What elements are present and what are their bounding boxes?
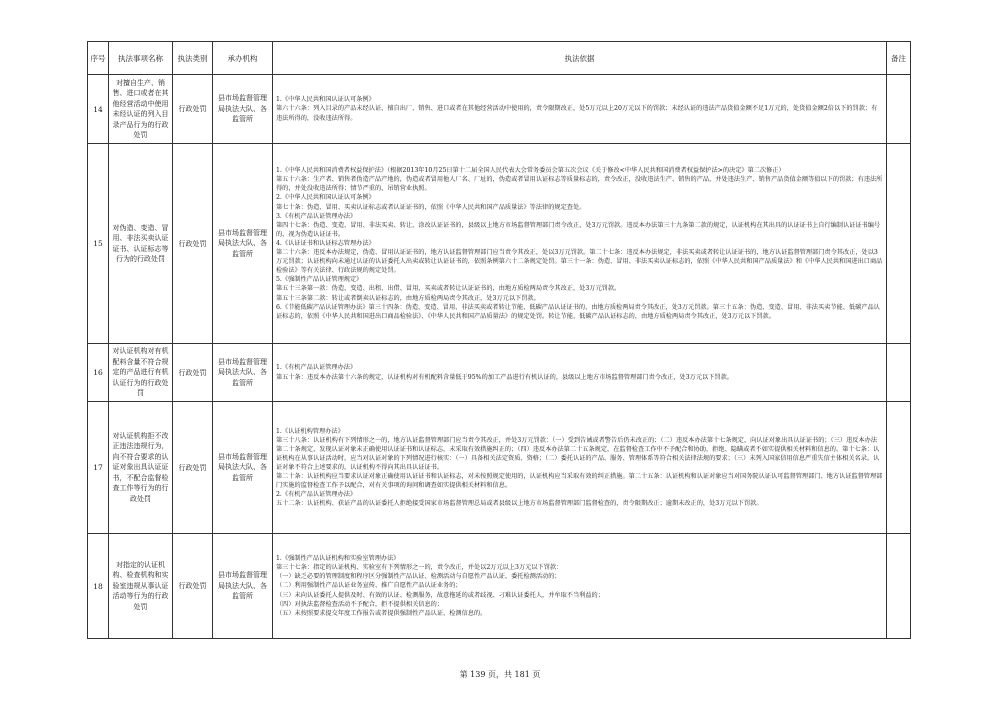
header-note: 备注 (887, 42, 911, 75)
page-number: 第 139 页，共 181 页 (459, 670, 541, 679)
legal-basis (273, 144, 887, 344)
enforcement-table (87, 41, 911, 639)
legal-basis-line: （四）对执法监督检查活动不予配合，拒不提供相关信息的； (276, 600, 444, 608)
legal-basis-line: 1.《中华人民共和国消费者权益保护法》（根据2013年10月25日第十二届全国人民代表大会常务委员会第五次会议《关于修改<中华人民共和国消费者权益保护法>的决定》第二次修正） (276, 167, 785, 175)
header-basis: 执法依据 (273, 42, 887, 75)
legal-basis-line: 1.《强制性产品认证机构和实验室管理办法》 (276, 555, 400, 563)
enforcement-item-name: 对伪造、变造、冒用、非法买卖认证证书、认证标志等行为的行政处罚 (109, 144, 173, 344)
enforcement-category: 行政处罚 (173, 144, 213, 344)
note-cell (887, 144, 911, 344)
handling-organization: 县市场监督管理局执法大队、各监管所 (213, 144, 273, 344)
legal-basis-line: 第六十六条：列入目录的产品未经认证，擅自出厂、销售、进口或者在其他经营活动中使用的，责令限期改正，处5万元以上20万元以下的罚款；未经认证的违法产品货值金额不足1万元的，处货值金额2倍以下的罚款；有违法所得的，没收违法所得。 (276, 105, 878, 122)
table-row (88, 144, 911, 344)
row-number: 16 (88, 344, 109, 402)
header-org: 承办机构 (213, 42, 273, 75)
header-category: 执法类别 (173, 42, 213, 75)
legal-basis-line: （三）未向认证委托人提供及时、有效的认证、检测服务，故意拖延的或者歧视、刁难认证委托人，并牟取不当利益的； (276, 591, 604, 599)
header-item: 执法事项名称 (109, 42, 173, 75)
handling-organization: 县市场监督管理局执法大队、各监管所 (213, 75, 273, 144)
handling-organization: 县市场监督管理局执法大队、各监管所 (213, 534, 273, 639)
legal-basis (273, 75, 887, 144)
legal-basis-line: （二）利用强制性产品认证业务宣传、推广自愿性产品认证业务的； (276, 582, 462, 590)
table-row (88, 534, 911, 639)
table-row (88, 344, 911, 402)
note-cell (887, 75, 911, 144)
legal-basis-line: 第五十六条：生产者、销售者伪造产品产地的，伪造或者冒用他人厂名、厂址的，伪造或者冒用认证标志等质量标志的，责令改正，没收违法生产、销售的产品，并处违法生产、销售产品货值金额等值以下的罚款；有违法所得的，并处没收违法所得；情节严重的，吊销营业执照。 (276, 176, 883, 193)
row-number: 18 (88, 534, 109, 639)
table-row (88, 75, 911, 144)
legal-basis-line: 第三十八条：认证机构有下列情形之一的，地方认证监督管理部门应当责令其改正，并处3万元罚款：（一）受到告诫或者警告后仍未改正的；（二）违反本办法第十七条规定，向认证对象出具认证证书的；（三）违反本办法第二十条规定，发现认证对象未正确使用认证证书和认证标志，未采取有效措施纠正的；（四）违反本办法第二十五条规定，在监督检查工作中不予配合和协助，拒绝、隐瞒或者不如实提供相关材料和信息的。第十七条：认证机构在从事认证活动时，应当对认证对象的下列情况进行核实：（一）具备相关法定资质、资格；（二）委托认证的产品、服务、管理体系等符合相关法律法规的要求；（三）未列入国家信用信息严重失信主体相关名录。认证对象不符合上述要求的，认证机构不得向其出具认证证书。 (276, 436, 880, 471)
note-cell (887, 344, 911, 402)
handling-organization: 县市场监督管理局执法大队、各监管所 (213, 402, 273, 534)
legal-basis-line: 2.《中华人民共和国认证认可条例》 (276, 194, 375, 202)
legal-basis (273, 402, 887, 534)
row-number: 14 (88, 75, 109, 144)
handling-organization: 县市场监督管理局执法大队、各监管所 (213, 344, 273, 402)
header-no: 序号 (88, 42, 109, 75)
legal-basis (273, 344, 887, 402)
legal-basis-line: 第五十三条第二款：转让或者倒卖认证标志的，由地方质检两局责令其改正，处3万元以下罚款。 (276, 294, 540, 302)
legal-basis-line: 1.《中华人民共和国认证认可条例》 (276, 96, 375, 104)
legal-basis (273, 534, 887, 639)
legal-basis-line: （一）缺乏必要的管理制度和程序区分强制性产品认证、检测活动与自愿性产品认证、委托检测活动的； (276, 573, 561, 581)
enforcement-category: 行政处罚 (173, 344, 213, 402)
legal-basis-line: 第二十六条：违反本办法规定，伪造、冒用认证证书的，地方认证监督管理部门应当责令其改正，处以3万元罚款。第二十七条：违反本办法规定，非法买卖或者转让认证证书的，地方认证监督管理部门责令其改正，处以3万元罚款；认证机构向未通过认证的认证委托人出卖或转让认证证书的，依照条例第六十二条规定处罚。第三十一条：伪造、冒用、非法买卖认证标志的，依照《中华人民共和国产品质量法》和《中华人民共和国进出口商品检验法》等有关法律、行政法规的规定处罚。 (276, 249, 883, 275)
enforcement-item-name: 对指定的认证机构、检查机构和实验室违规从事认证活动等行为的行政处罚 (109, 534, 173, 639)
legal-basis-line: 3.《有机产品认证管理办法》 (276, 212, 357, 220)
table-header-row (88, 42, 911, 75)
legal-basis-line: 6.《节能低碳产品认证管理办法》第三十四条：伪造、变造、冒用、非法买卖或者转让节能、低碳产品认证证书的，由地方质检两局责令其改正，处3万元罚款。第三十五条：伪造、变造、冒用、非法买卖节能、低碳产品认证标志的，依照《中华人民共和国进出口商品检验法》、《中华人民共和国产品质量法》的规定处罚。转让节能、低碳产品认证标志的，由地方质检两局责令其改正，处3万元以下罚款。 (276, 303, 880, 320)
legal-basis-line: 5.《强制性产品认证管理规定》 (276, 276, 363, 284)
legal-basis-line: 第五十三条第一款：伪造、变造、出租、出借、冒用、买卖或者转让认证证书的，由地方质检两局责令其改正，处3万元罚款。 (276, 285, 621, 293)
legal-basis-line: 2.《有机产品认证管理办法》 (276, 491, 357, 499)
enforcement-item-name: 对擅自生产、销售、进口或者在其他经营活动中使用未经认证的列入目录产品行为的行政处罚 (109, 75, 173, 144)
legal-basis-line: 4.《认证证书和认证标志管理办法》 (276, 239, 375, 247)
enforcement-category: 行政处罚 (173, 534, 213, 639)
legal-basis-line: （五）未按照要求提交年度工作报告或者提供强制性产品认证、检测信息的。 (276, 609, 487, 617)
legal-basis-line: 1.《有机产品认证管理办法》 (276, 364, 357, 372)
legal-basis-line: 第二十条：认证机构应当要求认证对象正确使用认证证书和认证标志，对未按照规定使用的，认证机构应当采取有效的纠正措施。第二十五条：认证机构和认证对象应当对国务院认证认可监督管理部门、地方认证监督管理部门实施的监督检查工作予以配合，对有关事项的询问和调查如实提供相关材料和信息。 (276, 473, 883, 490)
enforcement-item-name: 对认证机构对有机配料含量不符合规定的产品进行有机认证行为的行政处罚 (109, 344, 173, 402)
legal-basis-line: 第四十七条：伪造、变造、冒用、非法买卖、转让、涂改认证证书的，县级以上地方市场监督管理部门责令改正，处3万元罚款。违反本办法第三十九条第二款的规定，认证机构在其出具的认证证书上自行编制认证证书编号的，视为伪造认证证书。 (276, 221, 881, 238)
row-number: 15 (88, 144, 109, 344)
enforcement-item-name: 对认证机构拒不改正违法违规行为，向不符合要求的认证对象出具认证证书，不配合监督检查工作等行为的行政处罚 (109, 402, 173, 534)
legal-basis-line: 第三十七条：指定的认证机构、实验室有下列情形之一的，责令改正，并处以2万元以上3万元以下罚款： (276, 564, 563, 572)
legal-basis-line: 五十二条：认证机构、获证产品的认证委托人拒绝接受国家市场监督管理总局或者县级以上地方市场监督管理部门监督检查的，责令限期改正；逾期未改正的，处3万元以下罚款。 (276, 500, 763, 508)
legal-basis-line: 1.《认证机构管理办法》 (276, 427, 344, 435)
enforcement-category: 行政处罚 (173, 402, 213, 534)
note-cell (887, 534, 911, 639)
note-cell (887, 402, 911, 534)
legal-basis-line: 第七十条：伪造、冒用、买卖认证标志或者认证证书的，依照《中华人民共和国产品质量法》等法律的规定查处。 (276, 203, 586, 211)
legal-basis-line: 第五十条：违反本办法第十六条的规定，认证机构对有机配料含量低于95%的加工产品进行有机认证的，县级以上地方市场监督管理部门责令改正，处3万元以下罚款。 (276, 373, 733, 381)
table-row (88, 402, 911, 534)
row-number: 17 (88, 402, 109, 534)
enforcement-category: 行政处罚 (173, 75, 213, 144)
